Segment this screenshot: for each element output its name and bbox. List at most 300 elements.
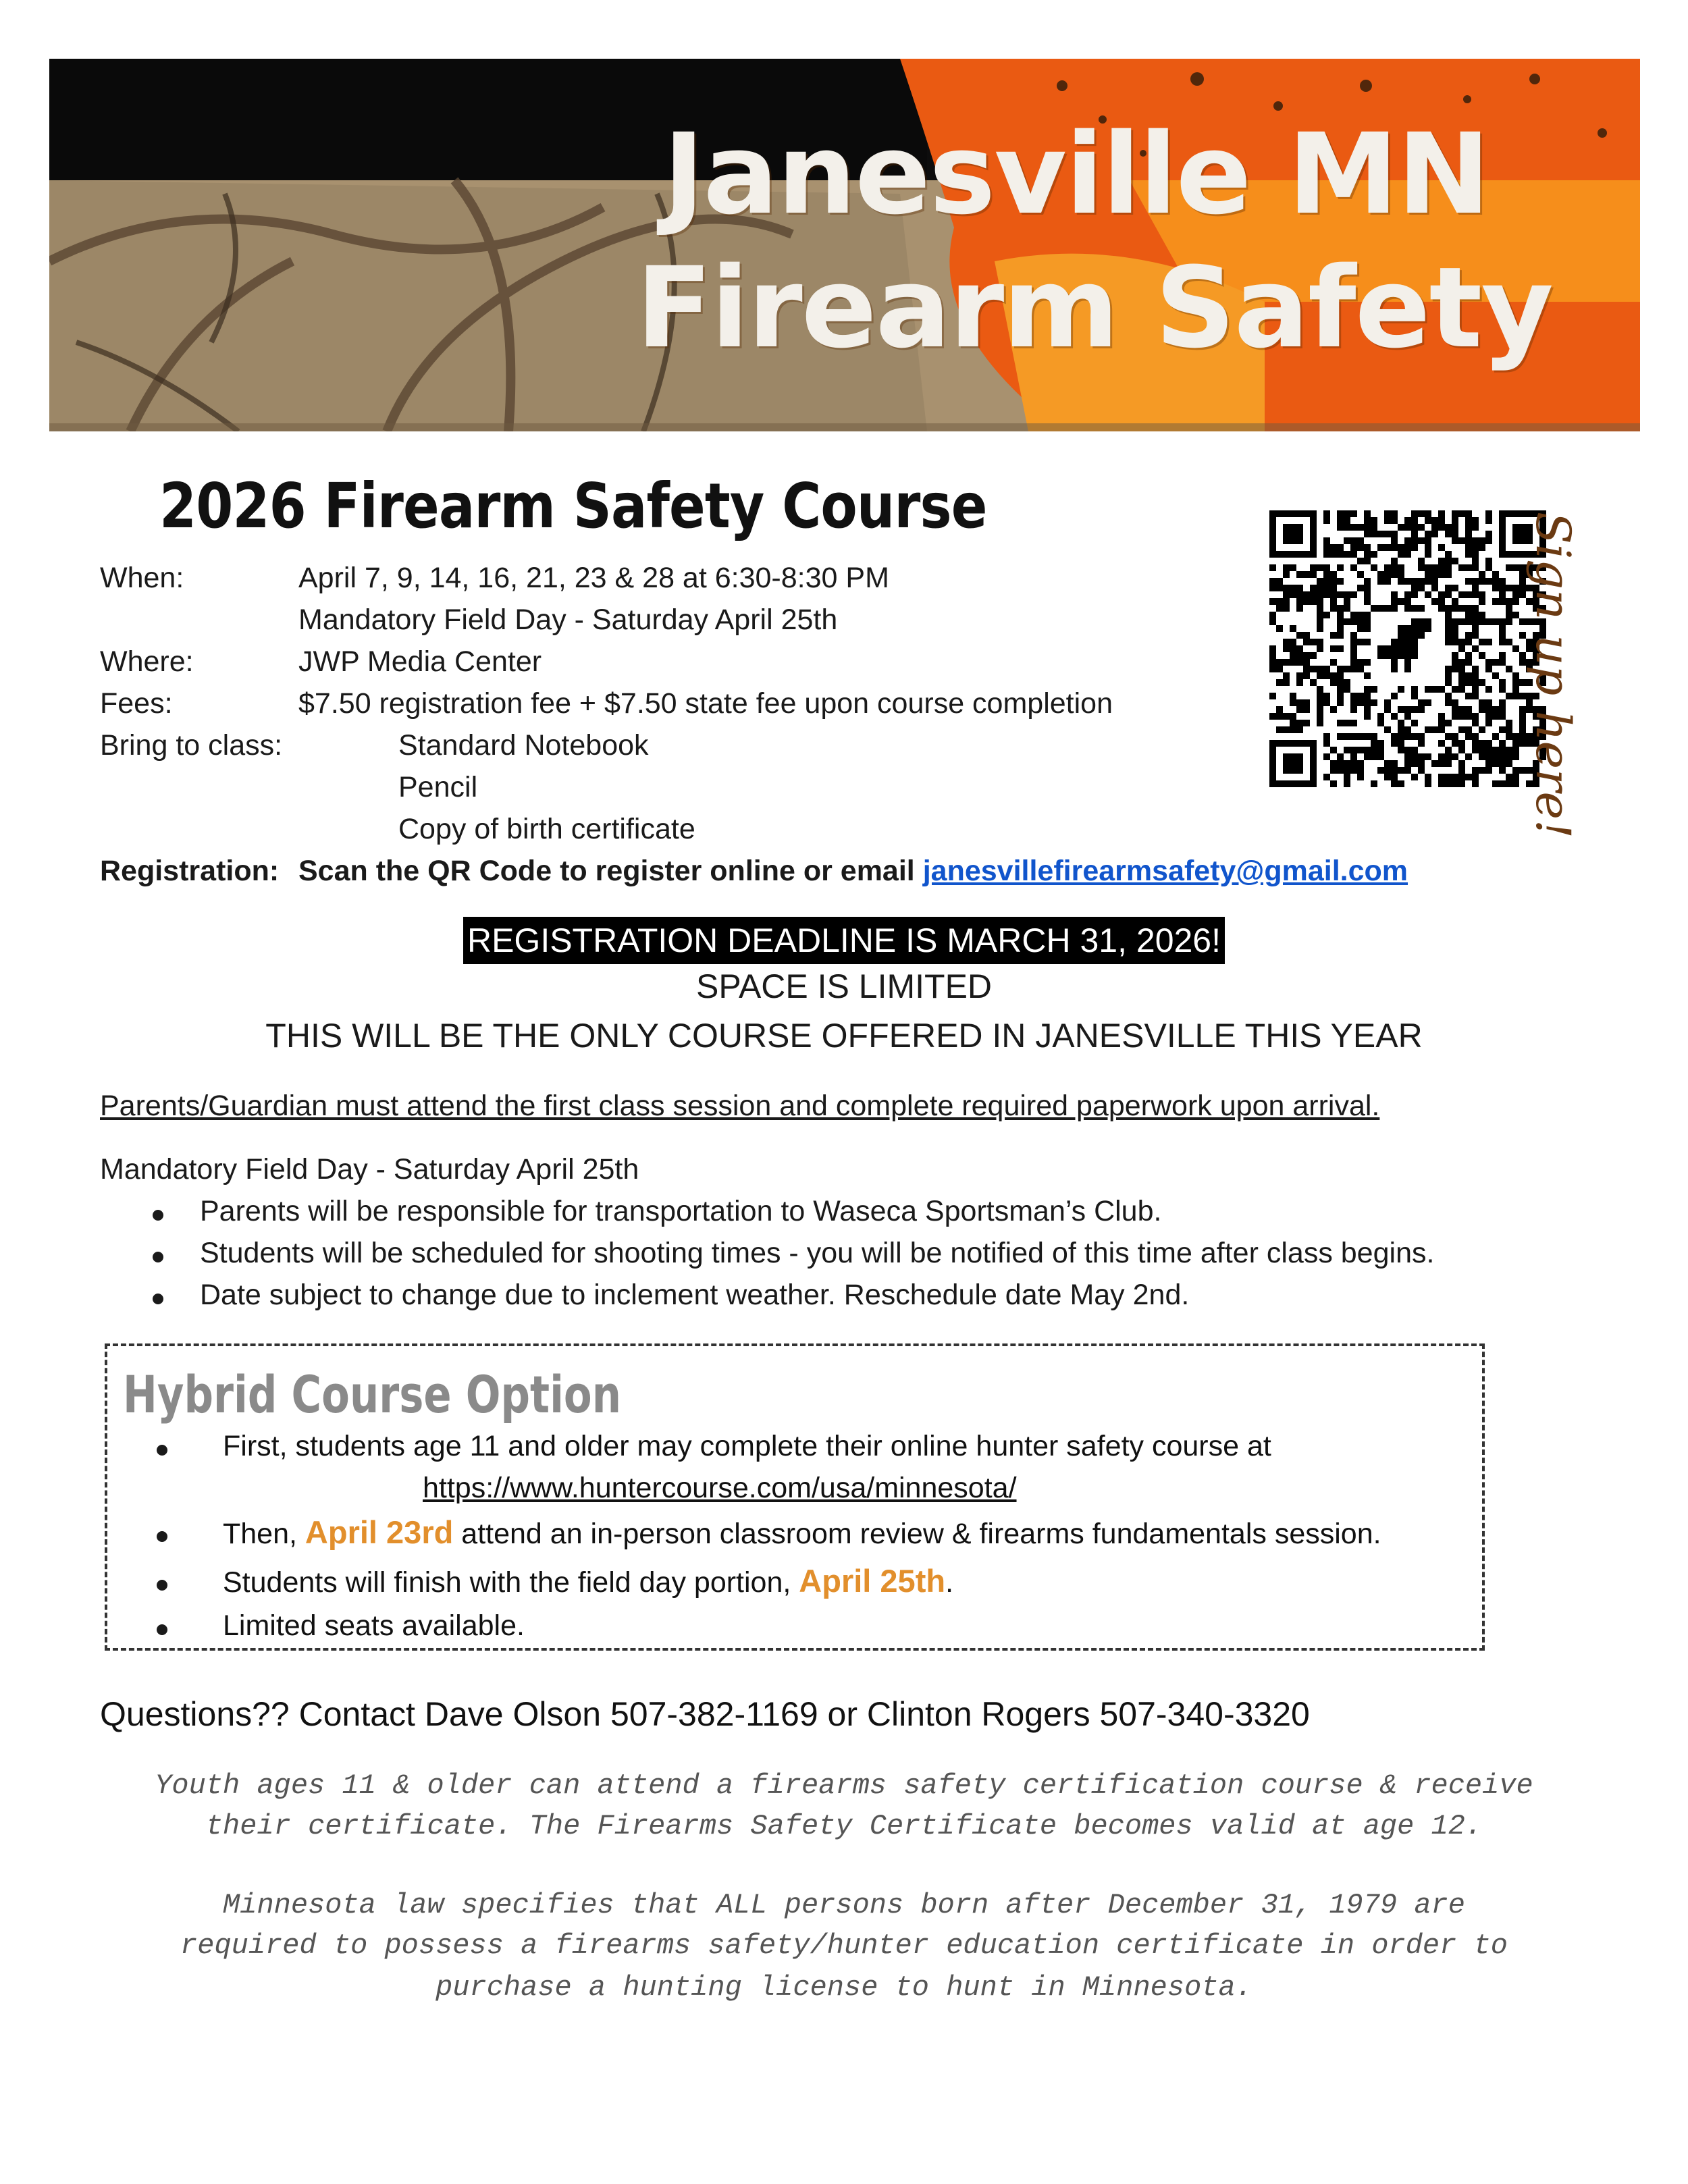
qr-module [1276,713,1283,720]
qr-module [1479,578,1485,585]
qr-module [1452,598,1458,605]
qr-module [1465,531,1472,537]
footer-youth-line2: their certificate. The Firearms Safety Certificate becomes valid at age 12. [205,1810,1483,1842]
qr-module [1418,753,1425,760]
qr-module [1452,618,1458,625]
qr-module [1499,632,1506,639]
qr-module [1377,767,1384,774]
qr-module [1330,578,1337,585]
qr-module [1290,591,1296,598]
qr-module [1398,780,1404,787]
qr-module [1344,591,1350,598]
qr-module [1458,564,1465,571]
qr-module [1499,679,1506,686]
qr-module [1337,720,1344,726]
qr-module [1364,598,1371,605]
qr-module [1512,679,1519,686]
qr-module [1404,591,1411,598]
qr-module [1296,598,1303,605]
qr-module [1458,672,1465,679]
qr-module [1317,693,1323,699]
qr-module [1350,537,1357,544]
qr-module [1269,612,1276,618]
qr-module [1391,605,1398,612]
qr-module [1499,652,1506,659]
qr-module [1472,733,1479,740]
qr-module [1512,672,1519,679]
qr-module [1290,625,1296,632]
qr-module [1445,564,1452,571]
qr-module [1317,699,1323,706]
qr-module [1506,605,1512,612]
qr-module [1337,693,1344,699]
qr-module [1296,679,1303,686]
qr-module [1310,585,1317,591]
qr-module [1479,706,1485,713]
qr-module [1290,693,1296,699]
bullet-dot [157,1445,167,1456]
space-limited: SPACE IS LIMITED [695,967,993,1005]
qr-module [1384,767,1391,774]
qr-module [1371,517,1377,524]
qr-module [1269,618,1276,625]
qr-module [1479,544,1485,551]
when-label: When: [100,562,184,594]
qr-module [1384,564,1391,571]
qr-module [1371,564,1377,571]
qr-module [1506,693,1512,699]
qr-module [1479,639,1485,645]
qr-module [1465,706,1472,713]
qr-module [1472,720,1479,726]
qr-module [1438,524,1445,531]
qr-module [1431,564,1438,571]
qr-module [1404,706,1411,713]
qr-module [1303,699,1310,706]
qr-module [1364,733,1371,740]
qr-module [1479,537,1485,544]
qr-module [1425,686,1431,693]
qr-module [1411,774,1418,780]
qr-module [1452,625,1458,632]
qr-module [1398,733,1404,740]
qr-module [1371,531,1377,537]
qr-module [1485,740,1492,747]
qr-module [1364,524,1371,531]
qr-module [1465,726,1472,733]
qr-module [1337,551,1344,558]
qr-module [1431,578,1438,585]
qr-module [1398,720,1404,726]
qr-module [1296,726,1303,733]
qr-module [1458,726,1465,733]
qr-module [1364,585,1371,591]
qr-module [1506,747,1512,753]
qr-module [1350,510,1357,517]
qr-module [1350,659,1357,666]
qr-module [1391,598,1398,605]
qr-module [1310,679,1317,686]
qr-module [1337,524,1344,531]
qr-module [1283,585,1290,591]
qr-module [1391,760,1398,767]
qr-module [1276,585,1283,591]
registration-email-link[interactable]: janesvillefirearmsafety@gmail.com [922,855,1408,887]
qr-module [1418,510,1425,517]
qr-module [1364,693,1371,699]
qr-module [1337,625,1344,632]
qr-module [1499,706,1506,713]
qr-module [1276,659,1283,666]
qr-module [1398,544,1404,551]
qr-module [1472,686,1479,693]
qr-module [1357,774,1364,780]
qr-module [1492,618,1499,625]
qr-module [1411,531,1418,537]
qr-module [1485,517,1492,524]
qr-module [1398,706,1404,713]
deadline-text: REGISTRATION DEADLINE IS MARCH 31, 2026! [463,917,1225,964]
qr-module [1357,733,1364,740]
qr-module [1472,517,1479,524]
fees-value: $7.50 registration fee + $7.50 state fee upon course completion [298,687,1113,720]
qr-module [1344,517,1350,524]
qr-module [1458,591,1465,598]
qr-module [1391,544,1398,551]
qr-module [1350,524,1357,531]
qr-module [1506,726,1512,733]
qr-module [1290,585,1296,591]
qr-module [1296,632,1303,639]
qr-module [1458,747,1465,753]
qr-module [1506,618,1512,625]
qr-module [1465,753,1472,760]
qr-module [1344,510,1350,517]
qr-module [1317,612,1323,618]
qr-module [1364,625,1371,632]
qr-module [1485,713,1492,720]
qr-module [1269,564,1276,571]
qr-module [1283,571,1290,578]
qr-module [1485,699,1492,706]
where-value: JWP Media Center [298,645,542,678]
qr-module [1485,558,1492,564]
qr-module [1337,699,1344,706]
qr-module [1465,618,1472,625]
qr-module [1499,740,1506,747]
qr-module [1391,733,1398,740]
qr-module [1330,679,1337,686]
qr-module [1276,706,1283,713]
qr-module [1323,551,1330,558]
qr-module [1452,639,1458,645]
qr-module [1452,740,1458,747]
qr-module [1512,564,1519,571]
qr-module [1458,706,1465,713]
qr-module [1296,605,1303,612]
qr-module [1418,740,1425,747]
qr-module [1303,639,1310,645]
qr-module [1364,747,1371,753]
qr-module [1364,706,1371,713]
qr-module [1425,774,1431,780]
footer-youth-line1: Youth ages 11 & older can attend a firearms safety certification course & receive [155,1769,1533,1802]
qr-module [1452,524,1458,531]
qr-module [1485,747,1492,753]
qr-module [1323,585,1330,591]
qr-module [1350,632,1357,639]
qr-module [1411,720,1418,726]
qr-module [1465,591,1472,598]
qr-module [1472,585,1479,591]
qr-module [1452,666,1458,672]
qr-module [1431,598,1438,605]
field-day-heading: Mandatory Field Day - Saturday April 25th [100,1153,639,1186]
qr-module [1290,713,1296,720]
qr-module [1506,666,1512,672]
qr-module [1344,720,1350,726]
qr-module [1452,510,1458,517]
qr-module [1364,544,1371,551]
qr-module [1391,780,1398,787]
qr-module [1499,780,1506,787]
qr-module [1485,564,1492,571]
qr-module [1458,774,1465,780]
qr-module [1445,780,1452,787]
qr-module [1431,517,1438,524]
qr-module [1499,625,1506,632]
qr-module [1337,760,1344,767]
qr-module [1485,618,1492,625]
qr-module [1391,531,1398,537]
qr-module [1445,618,1452,625]
qr-module [1276,726,1283,733]
hybrid-b3-pre: Students will finish with the field day portion, [223,1566,791,1599]
qr-module [1445,672,1452,679]
qr-module [1465,679,1472,686]
registration-text: Scan the QR Code to register online or email [298,855,915,887]
qr-module [1276,578,1283,585]
qr-module [1404,605,1411,612]
qr-module [1479,591,1485,598]
qr-module [1384,571,1391,578]
qr-module [1323,693,1330,699]
hybrid-bullet-online: First, students age 11 and older may complete their online hunter safety course at [223,1430,1271,1462]
qr-module [1492,672,1499,679]
qr-module [1398,564,1404,571]
qr-module [1323,740,1330,747]
qr-module [1465,551,1472,558]
qr-module [1472,591,1479,598]
qr-module [1512,740,1519,747]
qr-module [1411,706,1418,713]
qr-module [1283,598,1290,605]
qr-module [1472,544,1479,551]
qr-module [1438,544,1445,551]
qr-module [1384,544,1391,551]
qr-module [1479,740,1485,747]
qr-module [1425,551,1431,558]
qr-module [1458,605,1465,612]
qr-module [1506,753,1512,760]
qr-module [1452,632,1458,639]
qr-module [1323,666,1330,672]
qr-module [1425,510,1431,517]
qr-module [1371,524,1377,531]
parents-note: Parents/Guardian must attend the first class session and complete required paperwork upon arrival. [100,1090,1380,1122]
qr-module [1418,767,1425,774]
qr-module [1317,639,1323,645]
qr-module [1337,672,1344,679]
qr-module [1425,531,1431,537]
qr-module [1418,585,1425,591]
qr-module [1465,733,1472,740]
qr-module [1377,571,1384,578]
qr-module [1269,598,1276,605]
qr-module [1499,585,1506,591]
qr-module [1398,686,1404,693]
qr-module [1344,537,1350,544]
qr-module [1344,780,1350,787]
qr-module [1445,679,1452,686]
qr-module [1492,733,1499,740]
qr-module [1512,693,1519,699]
qr-module [1296,659,1303,666]
qr-module [1350,551,1357,558]
qr-module [1357,693,1364,699]
qr-module [1452,753,1458,760]
qr-module [1499,713,1506,720]
qr-module [1452,531,1458,537]
qr-module [1350,612,1357,618]
qr-code[interactable] [1269,510,1546,787]
qr-module [1479,679,1485,686]
qr-module [1485,639,1492,645]
qr-module [1371,753,1377,760]
qr-module [1337,679,1344,686]
qr-module [1364,659,1371,666]
qr-module [1350,618,1357,625]
qr-module [1391,571,1398,578]
qr-module [1472,612,1479,618]
qr-module [1499,760,1506,767]
qr-module [1371,747,1377,753]
qr-module [1323,591,1330,598]
qr-module [1283,713,1290,720]
qr-module [1283,639,1290,645]
qr-module [1445,585,1452,591]
qr-module [1391,767,1398,774]
qr-module [1458,645,1465,652]
qr-module [1499,591,1506,598]
qr-module [1445,639,1452,645]
qr-module [1431,571,1438,578]
qr-module [1330,659,1337,666]
qr-module [1418,760,1425,767]
bullet-dot [153,1210,163,1221]
hybrid-b2-date: April 23rd [305,1514,454,1550]
qr-module [1364,578,1371,585]
qr-module [1323,537,1330,544]
bring-label: Bring to class: [100,729,283,762]
qr-module [1458,659,1465,666]
qr-module [1337,618,1344,625]
qr-module [1310,571,1317,578]
qr-module [1350,706,1357,713]
qr-module [1445,612,1452,618]
qr-module [1330,780,1337,787]
qr-module [1269,652,1276,659]
qr-module [1499,578,1506,585]
qr-module [1512,780,1519,787]
qr-module [1506,720,1512,726]
qr-module [1290,564,1296,571]
qr-module [1452,699,1458,706]
qr-module [1438,517,1445,524]
qr-module [1438,598,1445,605]
qr-module [1357,618,1364,625]
qr-module [1283,679,1290,686]
huntercourse-link[interactable]: https://www.huntercourse.com/usa/minnesota/ [423,1472,1017,1504]
qr-module [1357,666,1364,672]
qr-module [1269,693,1276,699]
qr-module [1364,531,1371,537]
qr-module [1344,767,1350,774]
qr-module [1303,652,1310,659]
qr-module [1458,780,1465,787]
qr-module [1384,531,1391,537]
qr-module [1465,517,1472,524]
qr-module [1512,612,1519,618]
qr-module [1512,774,1519,780]
qr-module [1411,524,1418,531]
qr-module [1492,585,1499,591]
qr-module [1472,740,1479,747]
qr-module [1357,699,1364,706]
qr-module [1337,591,1344,598]
qr-module [1350,652,1357,659]
qr-module [1377,747,1384,753]
qr-module [1377,578,1384,585]
qr-module [1404,551,1411,558]
qr-module [1479,652,1485,659]
hybrid-b2-post: attend an in-person classroom review & firearms fundamentals session. [461,1518,1381,1550]
qr-module [1350,767,1357,774]
qr-module [1317,720,1323,726]
qr-module [1438,713,1445,720]
qr-module [1344,605,1350,612]
bullet-dot [157,1624,167,1635]
qr-module [1452,713,1458,720]
qr-module [1337,510,1344,517]
qr-module [1492,713,1499,720]
qr-module [1276,605,1283,612]
qr-module [1472,605,1479,612]
qr-module [1364,686,1371,693]
qr-module [1323,774,1330,780]
bring-item: Copy of birth certificate [398,813,695,845]
qr-module [1499,639,1506,645]
qr-module [1364,713,1371,720]
qr-module [1330,706,1337,713]
qr-module [1377,753,1384,760]
qr-module [1472,558,1479,564]
qr-module [1317,591,1323,598]
qr-module [1350,693,1357,699]
qr-module [1337,612,1344,618]
qr-module [1276,598,1283,605]
qr-module [1330,605,1337,612]
